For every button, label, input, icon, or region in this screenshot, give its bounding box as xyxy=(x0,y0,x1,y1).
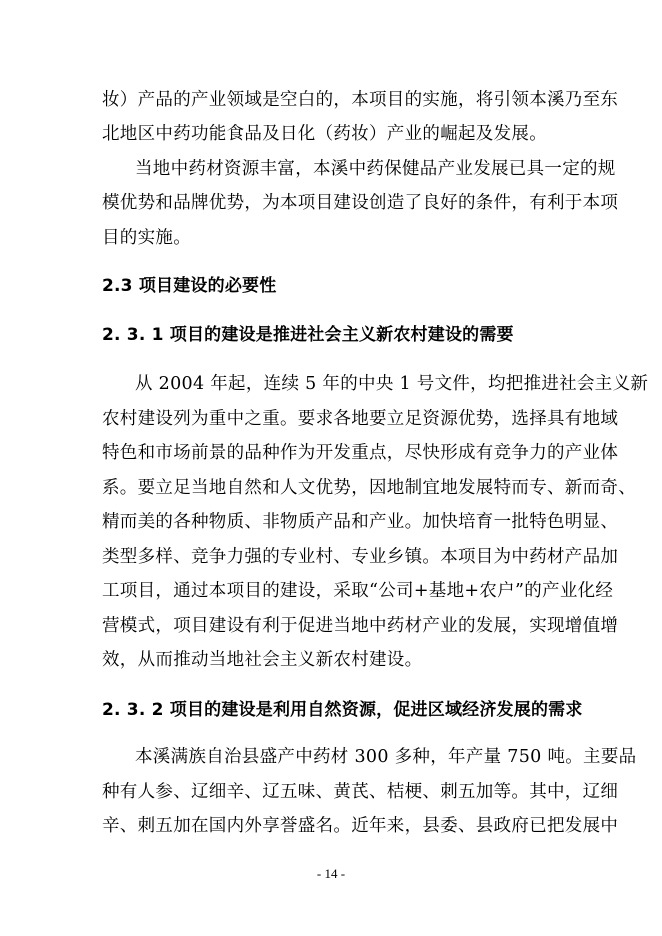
section-heading-2-3-1: 2. 3. 1 项目的建设是推进社会主义新农村建设的需要 xyxy=(102,325,514,345)
paragraph-line: 从 2004 年起，连续 5 年的中央 1 号文件，均把推进社会主义新 xyxy=(135,374,649,394)
paragraph-line: 本溪满族自治县盛产中药材 300 多种，年产量 750 吨。主要品 xyxy=(135,747,637,767)
section-heading-2-3-2: 2. 3. 2 项目的建设是利用自然资源，促进区域经济发展的需求 xyxy=(102,700,583,720)
paragraph-line: 模优势和品牌优势，为本项目建设创造了良好的条件，有利于本项 xyxy=(102,193,619,213)
section-heading-2-3: 2.3 项目建设的必要性 xyxy=(102,276,277,296)
paragraph-line: 效，从而推动当地社会主义新农村建设。 xyxy=(102,650,423,670)
page-number: - 14 - xyxy=(316,866,346,881)
paragraph-line: 辛、刺五加在国内外享誉盛名。近年来，县委、县政府已把发展中 xyxy=(102,816,619,836)
paragraph-line: 营模式，项目建设有利于促进当地中药材产业的发展，实现增值增 xyxy=(102,616,619,636)
paragraph-line: 妆）产品的产业领域是空白的，本项目的实施，将引领本溪乃至东 xyxy=(102,90,619,110)
paragraph-line: 当地中药材资源丰富，本溪中药保健品产业发展已具一定的规 xyxy=(135,159,616,179)
paragraph-line: 系。要立足当地自然和人文优势，因地制宜地发展特而专、新而奇、 xyxy=(102,478,636,498)
paragraph-line: 精而美的各种物质、非物质产品和产业。加快培育一批特色明显、 xyxy=(102,512,619,532)
paragraph-line: 农村建设列为重中之重。要求各地要立足资源优势，选择具有地域 xyxy=(102,409,619,429)
paragraph-line: 工项目，通过本项目的建设，采取“公司+基地+农户”的产业化经 xyxy=(102,581,614,601)
paragraph-line: 类型多样、竞争力强的专业村、专业乡镇。本项目为中药材产品加 xyxy=(102,547,619,567)
paragraph-line: 北地区中药功能食品及日化（药妆）产业的崛起及发展。 xyxy=(102,124,547,144)
paragraph-line: 特色和市场前景的品种作为开发重点，尽快形成有竞争力的产业体 xyxy=(102,443,619,463)
paragraph-line: 目的实施。 xyxy=(102,228,191,248)
paragraph-line: 种有人参、辽细辛、辽五味、黄芪、桔梗、刺五加等。其中，辽细 xyxy=(102,782,619,802)
